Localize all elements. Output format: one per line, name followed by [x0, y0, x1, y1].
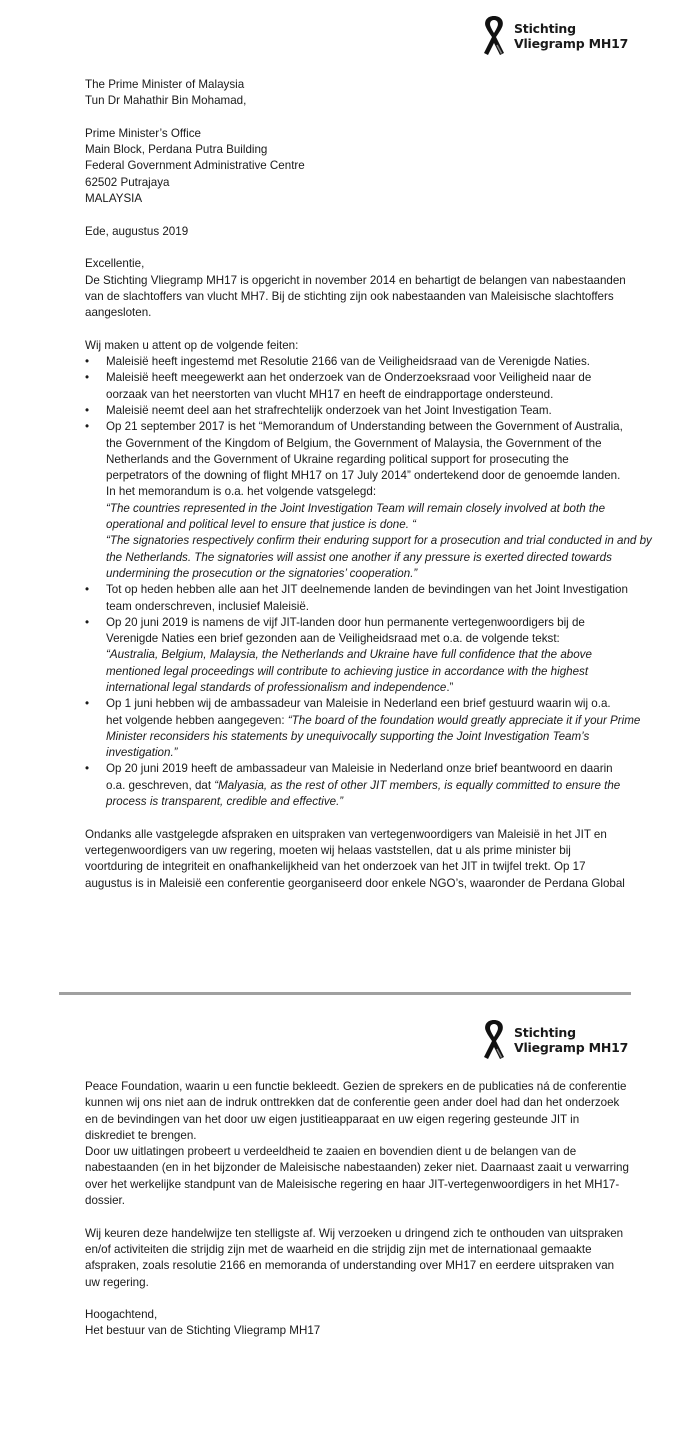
- fact-text: het volgende hebben aangegeven:: [106, 713, 288, 727]
- paragraph-line: vertegenwoordigers van uw regering, moeten wij helaas vaststellen, dat u als prime minister bij: [85, 843, 571, 857]
- fact-item: [85, 419, 652, 582]
- quote-line: [106, 664, 645, 680]
- fact-line: [106, 615, 645, 631]
- paragraph-line: diskrediet te brengen.: [85, 1128, 197, 1142]
- foundation-logo: [481, 1019, 628, 1061]
- quote-text: “Malyasia, as the rest of other JIT members, is equally committed to ensure the: [214, 778, 621, 792]
- fact-item: [85, 761, 645, 810]
- fact-text: oorzaak van het neerstorten van vlucht MH17 en heeft de eindrapportage ondersteund.: [106, 387, 554, 401]
- bullet-icon: •: [85, 420, 90, 434]
- recipient-line: Tun Dr Mahathir Bin Mohamad,: [85, 94, 247, 108]
- quote-line: [106, 550, 645, 566]
- address-line: Prime Minister’s Office: [85, 126, 201, 140]
- logo-line-1: Stichting: [514, 21, 576, 36]
- paragraph-line: en/of activiteiten die strijdig zijn met de waarheid en die strijdig zijn met de internationaal gemaakte: [85, 1242, 592, 1256]
- fact-line: [106, 582, 645, 598]
- quote-line: [106, 647, 645, 663]
- address-line: Federal Government Administrative Centre: [85, 159, 305, 173]
- quote-line: [106, 566, 645, 582]
- quote-text: “The signatories respectively confirm their enduring support for a prosecution and trial conducted in and by: [106, 534, 652, 548]
- paragraph-line: en de bevindingen van het door uw eigen justitieapparaat en uw eigen regering gesteunde JIT in: [85, 1112, 580, 1126]
- address-line: 62502 Putrajaya: [85, 175, 170, 189]
- quote-line: [106, 745, 645, 761]
- fact-item: [85, 370, 645, 403]
- bullet-icon: •: [85, 615, 90, 629]
- fact-item: [85, 403, 645, 419]
- address-line: Main Block, Perdana Putra Building: [85, 143, 268, 157]
- fact-text: Op 20 juni 2019 heeft de ambassadeur van Maleisie in Nederland onze brief beantwoord en daarin: [106, 762, 613, 776]
- fact-text: In het memorandum is o.a. het volgende vatsgelegd:: [106, 485, 377, 499]
- bullet-icon: •: [85, 697, 90, 711]
- quote-line: [106, 680, 645, 696]
- bullet-icon: •: [85, 355, 90, 369]
- fact-line: [106, 403, 645, 419]
- paragraph-line: kunnen wij ons niet aan de indruk onttrekken dat de conferentie geen ander doel had dan het onderzoek: [85, 1096, 620, 1110]
- fact-line: [106, 761, 645, 777]
- paragraph-line: Ondanks alle vastgelegde afspraken en uitspraken van vertegenwoordigers van Maleisië in het JIT en: [85, 827, 607, 841]
- paragraph-line: over het werkelijke standpunt van de Maleisische regering en haar JIT-vertegenwoordigers in het MH17-: [85, 1177, 620, 1191]
- fact-text: Op 1 juni hebben wij de ambassadeur van Maleisie in Nederland een brief gestuurd waarin wij o.a.: [106, 697, 611, 711]
- fact-text: the Government of the Kingdom of Belgium, the Government of Malaysia, the Government of the: [106, 436, 602, 450]
- quote-line: [106, 533, 652, 549]
- bullet-icon: •: [85, 403, 90, 417]
- fact-item: [85, 354, 645, 370]
- quote-text: international legal standards of professionalism and independence: [106, 680, 447, 694]
- fact-line: [106, 419, 645, 435]
- fact-item: [85, 696, 645, 761]
- quote-text: mentioned legal proceedings will contribute to achieving justice in accordance with the highest: [106, 664, 589, 678]
- closing: Hoogachtend,: [85, 1308, 158, 1322]
- fact-text: Maleisië heeft meegewerkt aan het onderzoek van de Onderzoeksraad voor Veiligheid naar de: [106, 371, 592, 385]
- fact-text: Maleisië neemt deel aan het strafrechtelijk onderzoek van het Joint Investigation Team.: [106, 403, 552, 417]
- fact-line: [106, 631, 645, 647]
- fact-line: [106, 484, 645, 500]
- quote-text: “The board of the foundation would greatly appreciate it if your Prime: [287, 713, 641, 727]
- fact-line: [106, 387, 645, 403]
- fact-text: team onderschreven, inclusief Maleisië.: [106, 599, 309, 613]
- fact-line: [106, 696, 645, 712]
- fact-line: [106, 436, 645, 452]
- fact-text: Op 20 juni 2019 is namens de vijf JIT-landen door hun permanente vertegenwoordigers bij de: [106, 615, 585, 629]
- intro-line: De Stichting Vliegramp MH17 is opgericht in november 2014 en behartigt de belangen van nabestaanden: [85, 273, 626, 287]
- address-line: MALAYSIA: [85, 192, 143, 206]
- fact-text: perpetrators of the downing of flight MH17 on 17 July 2014” ondertekend door de genoemde landen.: [106, 469, 621, 483]
- fact-text: Maleisië heeft ingestemd met Resolutie 2166 van de Veiligheidsraad van de Verenigde Naties.: [106, 355, 591, 369]
- fact-text: Netherlands and the Government of Ukraine regarding political support for prosecuting the: [106, 452, 569, 466]
- letter-body-page-1: [85, 77, 652, 892]
- quote-text: “Australia, Belgium, Malaysia, the Netherlands and Ukraine have full confidence that the above: [106, 648, 592, 662]
- paragraph-line: voortduring de integriteit en onafhankelijkheid van het onderzoek van het JIT in twijfel trekt. Op 17: [85, 860, 586, 874]
- paragraph-line: Wij keuren deze handelwijze ten stelligste af. Wij verzoeken u dringend zich te onthouden van uitspraken: [85, 1226, 624, 1240]
- intro-line: aangesloten.: [85, 306, 152, 320]
- salutation: Excellentie,: [85, 257, 145, 271]
- quote-text: undermining the prosecution or the signatories’ cooperation.”: [106, 566, 418, 580]
- bullet-icon: •: [85, 371, 90, 385]
- letter-body-page-2: [85, 1079, 645, 1340]
- fact-line: [106, 370, 645, 386]
- recipient-line: The Prime Minister of Malaysia: [85, 78, 245, 91]
- fact-line: [106, 599, 645, 615]
- fact-line: [106, 468, 645, 484]
- fact-text: Verenigde Naties een brief gezonden aan de Veiligheidsraad met o.a. de volgende tekst:: [106, 632, 560, 646]
- quote-line: [106, 501, 645, 517]
- paragraph-line: nabestaanden (en in het bijzonder de Maleisische nabestaanden) zeker niet. Daarnaast zaait u verwarring: [85, 1161, 629, 1175]
- quote-text: the Netherlands. The signatories will assist one another if any pressure is exerted directed towards: [106, 550, 612, 564]
- signature: Het bestuur van de Stichting Vliegramp MH17: [85, 1324, 321, 1338]
- fact-text: .”: [446, 680, 454, 694]
- black-mourning-ribbon-icon: [481, 1019, 507, 1061]
- paragraph-line: uw regering.: [85, 1275, 149, 1289]
- paragraph-line: Peace Foundation, waarin u een functie bekleedt. Gezien de sprekers en de publicaties ná de conferentie: [85, 1080, 627, 1093]
- quote-line: [106, 517, 645, 533]
- paragraph-line: dossier.: [85, 1194, 125, 1208]
- fact-text: o.a. geschreven, dat: [106, 778, 215, 792]
- logo-line-2: Vliegramp MH17: [514, 1040, 629, 1055]
- quote-text: process is transparent, credible and effective.”: [106, 795, 344, 809]
- logo-line-1: Stichting: [514, 1025, 576, 1040]
- letter-page-2: [0, 998, 694, 1433]
- place-date: Ede, augustus 2019: [85, 224, 189, 238]
- black-mourning-ribbon-icon: [481, 15, 507, 57]
- fact-line: [106, 354, 645, 370]
- fact-line: [106, 452, 645, 468]
- quote-line: [106, 729, 645, 745]
- paragraph-line: Door uw uitlatingen probeert u verdeeldheid te zaaien en bovendien dient u de belangen van de: [85, 1145, 577, 1159]
- paragraph-line: afspraken, zoals resolutie 2166 en memoranda of understanding over MH17 en eerdere uitspraken van: [85, 1259, 615, 1273]
- intro-line: van de slachtoffers van vlucht MH7. Bij de stichting zijn ook nabestaanden van Maleisische slachtoffers: [85, 289, 614, 303]
- quote-text: Minister reconsiders his statements by unequivocally supporting the Joint Investigation Team’s: [106, 729, 590, 743]
- page-separator: [59, 992, 631, 995]
- fact-item: [85, 615, 645, 696]
- fact-item: [85, 582, 645, 615]
- quote-line: [106, 794, 645, 810]
- quote-text: investigation.”: [106, 746, 178, 760]
- bullet-icon: •: [85, 762, 90, 776]
- fact-line: [106, 713, 645, 729]
- facts-heading: Wij maken u attent op de volgende feiten:: [85, 338, 299, 352]
- quote-text: operational and political level to ensure that justice is done. “: [106, 518, 416, 532]
- fact-text: Tot op heden hebben alle aan het JIT deelnemende landen de bevindingen van het Joint Investigation: [106, 583, 628, 597]
- bullet-icon: •: [85, 583, 90, 597]
- foundation-logo: [481, 15, 628, 57]
- paragraph-line: augustus is in Maleisië een conferentie georganiseerd door enkele NGO’s, waaronder de Perdana Global: [85, 876, 625, 890]
- fact-line: [106, 778, 645, 794]
- quote-text: “The countries represented in the Joint Investigation Team will remain closely involved at both the: [106, 501, 606, 515]
- logo-line-2: Vliegramp MH17: [514, 36, 629, 51]
- facts-list: [85, 354, 652, 810]
- fact-text: Op 21 september 2017 is het “Memorandum of Understanding between the Government of Australia,: [106, 420, 623, 434]
